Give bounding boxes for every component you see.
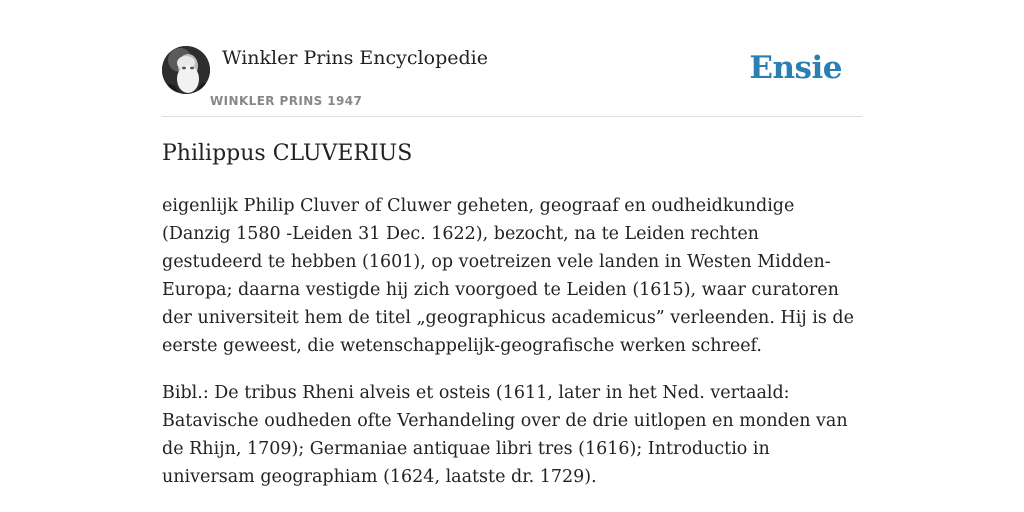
article-title: Philippus CLUVERIUS (162, 141, 413, 166)
bearded-man-portrait-icon (162, 46, 210, 94)
source-subtitle: WINKLER PRINS 1947 (210, 94, 363, 108)
site-name[interactable]: Winkler Prins Encyclopedie (222, 47, 488, 69)
bibliography-paragraph: Bibl.: De tribus Rheni alveis et osteis (1611, later in het Ned. vertaald: Batavische oudheden ofte Verhandeling over de drie uitlopen en monden van de Rhijn, 1709); Germaniae antiquae libri tres (1616); Introductio in universam geographiam (1624, laatste dr. 1729). (162, 383, 848, 487)
brand-logo[interactable]: Ensie (749, 50, 842, 86)
header (162, 46, 862, 117)
article-paragraph: eigenlijk Philip Cluver of Cluwer geheten, geograaf en oudheidkundige (Danzig 1580 -Leiden 31 Dec. 1622), bezocht, na te Leiden rechten gestudeerd te hebben (1601), op voetreizen vele landen in Westen Midden-Europa; daarna vestigde hij zich voorgoed te Leiden (1615), waar curatoren der universiteit hem de titel „geographicus academicus” verleenden. Hij is de eerste geweest, die wetenschappelijk-geografische werken schreef. (162, 196, 854, 356)
article-body (162, 192, 862, 510)
article-card (162, 46, 862, 487)
